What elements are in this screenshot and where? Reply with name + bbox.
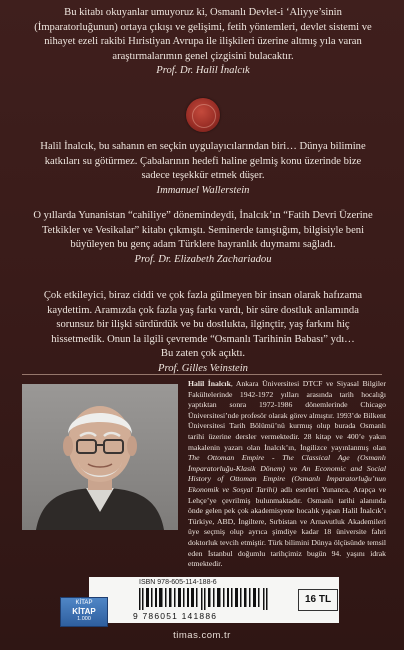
divider <box>22 374 382 375</box>
quote-author: Prof. Dr. Elizabeth Zachariadou <box>134 253 272 265</box>
publisher-website: timas.com.tr <box>173 630 231 641</box>
ean-digits: 9 786051 141886 <box>133 611 218 621</box>
quote-line: Bu zaten çok açıktı. <box>160 348 246 360</box>
price-label: 16 TL <box>298 589 338 611</box>
bio-name: Halil İnalcık <box>188 379 231 388</box>
quote-line: Bu kitabı okuyanlar umuyoruz ki, Osmanlı Devlet-i ‘Aliyye’sinin <box>64 7 342 18</box>
author-portrait <box>22 384 178 530</box>
quote-author: Prof. Dr. Halil İnalcık <box>156 65 250 77</box>
quote-veinstein <box>22 289 384 377</box>
ottoman-seal-icon <box>186 98 220 132</box>
bio-text: ve <box>285 463 302 473</box>
bio-text: adlı eserleri Yunanca, Arapça ve Lehçe’ye çevrilmiş bulunmaktadır. Osmanlı tarihi alanında önde gelen pek çok akademisyene hocalık yapan Halil İnalcık’ı Türkiye, ABD, İngiltere, Sırbistan ve Arnavutluk Akademileri üye seçmiş olup ayrıca şimdiye kadar 18 üniversite fahri doktorluk tevcih etmiştir. Türk bilimini Dünya ölçüsünde temsil eden İstanbul doğumlu tarihçimiz bugün 94. yaşını idrak etmektedir. <box>188 484 386 569</box>
isbn-label: ISBN 978-605-114-188-6 <box>139 579 217 586</box>
quote-line: sorunsuz bir ilişki sürdürdük ve bu dostlukta, ilginçtir, yaş farkını hiç <box>56 319 350 331</box>
bio-text: , Ankara Üniversitesi DTCF ve Siyasal Bilgiler Fakültelerinde 1942-1972 yılları arasında tarih hocalığı yaptıktan sonra 1972-1986 dönemlerinde Chicago Üniversitesi’nde profesör olarak görev almıştır. 1993’de Bilkent Üniversitesi Tarih Bölümü’nü kurmuş olup burada Osmanlı tarihi üzerine dersler vermektedir. 28 kitap ve 400’e yakın makalenin yazarı olan İnalcık’ın, İngilizce yayınlanmış olan <box>188 379 386 452</box>
portrait-illustration <box>22 384 178 530</box>
quote-zachariadou <box>22 209 384 267</box>
quote-line: O yıllarda Yunanistan “cahiliye” dönemindeydi, İnalcık’ın “Fatih Devri Üzerine <box>33 210 373 221</box>
quote-line: Halil İnalcık, bu sahanın en seçkin uygulayıcılarından biri… Dünya bilimine <box>40 141 366 152</box>
quote-inalcik <box>22 6 384 79</box>
quote-line: (İmparatorluğunun) ortaya çıkışı ve gelişimi, fetih yöntemleri, devlet sistemi ve <box>34 21 372 33</box>
quote-line: araştırmalarımın genel çizgisini bulacaktır. <box>112 50 294 62</box>
quote-line: nihayet ezeli rakibi Hıristiyan Avrupa ile ilişkileri üzerine altmış yıla varan <box>44 36 362 48</box>
bio-book-title: An Economic and Social History of Ottoman Empire (Osmanlı İmparatorluğu’nun Ekonomik ve Sosyal Tarihi) <box>188 463 387 494</box>
quote-line: Tetkikler ve Vesikalar” kitabı çıkmıştı. Seminerde tanıştığım, bilgisiyle beni <box>41 224 365 236</box>
barcode-icon <box>139 588 279 610</box>
quote-wallerstein <box>22 140 384 198</box>
quote-line: sadece teşekkür etmek düşer. <box>141 170 265 182</box>
store-sticker <box>60 597 108 627</box>
quote-line: hissetmedik. Onun la ilgili çevremde “Osmanlı Tarihinin Babası” ydı… <box>51 333 355 345</box>
sticker-line: KİTAP <box>75 600 93 606</box>
author-biography <box>188 379 386 570</box>
sticker-line: KİTAP <box>72 607 96 616</box>
bio-book-title: The Ottoman Empire - The Classical Age (Osmanlı İmparatorluğu-Klasik Dönem) <box>188 453 386 473</box>
barcode-panel <box>89 577 339 623</box>
quote-line: büyüleyen bu genç adam Türklere hayranlık duymamı sağladı. <box>70 239 336 251</box>
quote-line: kaydettim. Aramızda çok fazla yaş farkı vardı, bir süre dostluk anlamında <box>47 304 359 316</box>
quote-line: Çok etkileyici, biraz ciddi ve çok fazla gülmeyen bir insan olarak hafızama <box>43 290 363 301</box>
sticker-line: 1.000 <box>77 616 91 622</box>
quote-line: katkıları su götürmez. Çabalarının hedefi haline gelmiş konu üzerinde bize <box>44 155 362 167</box>
quote-author: Prof. Gilles Veinstein <box>158 362 248 374</box>
quote-author: Immanuel Wallerstein <box>156 184 250 196</box>
